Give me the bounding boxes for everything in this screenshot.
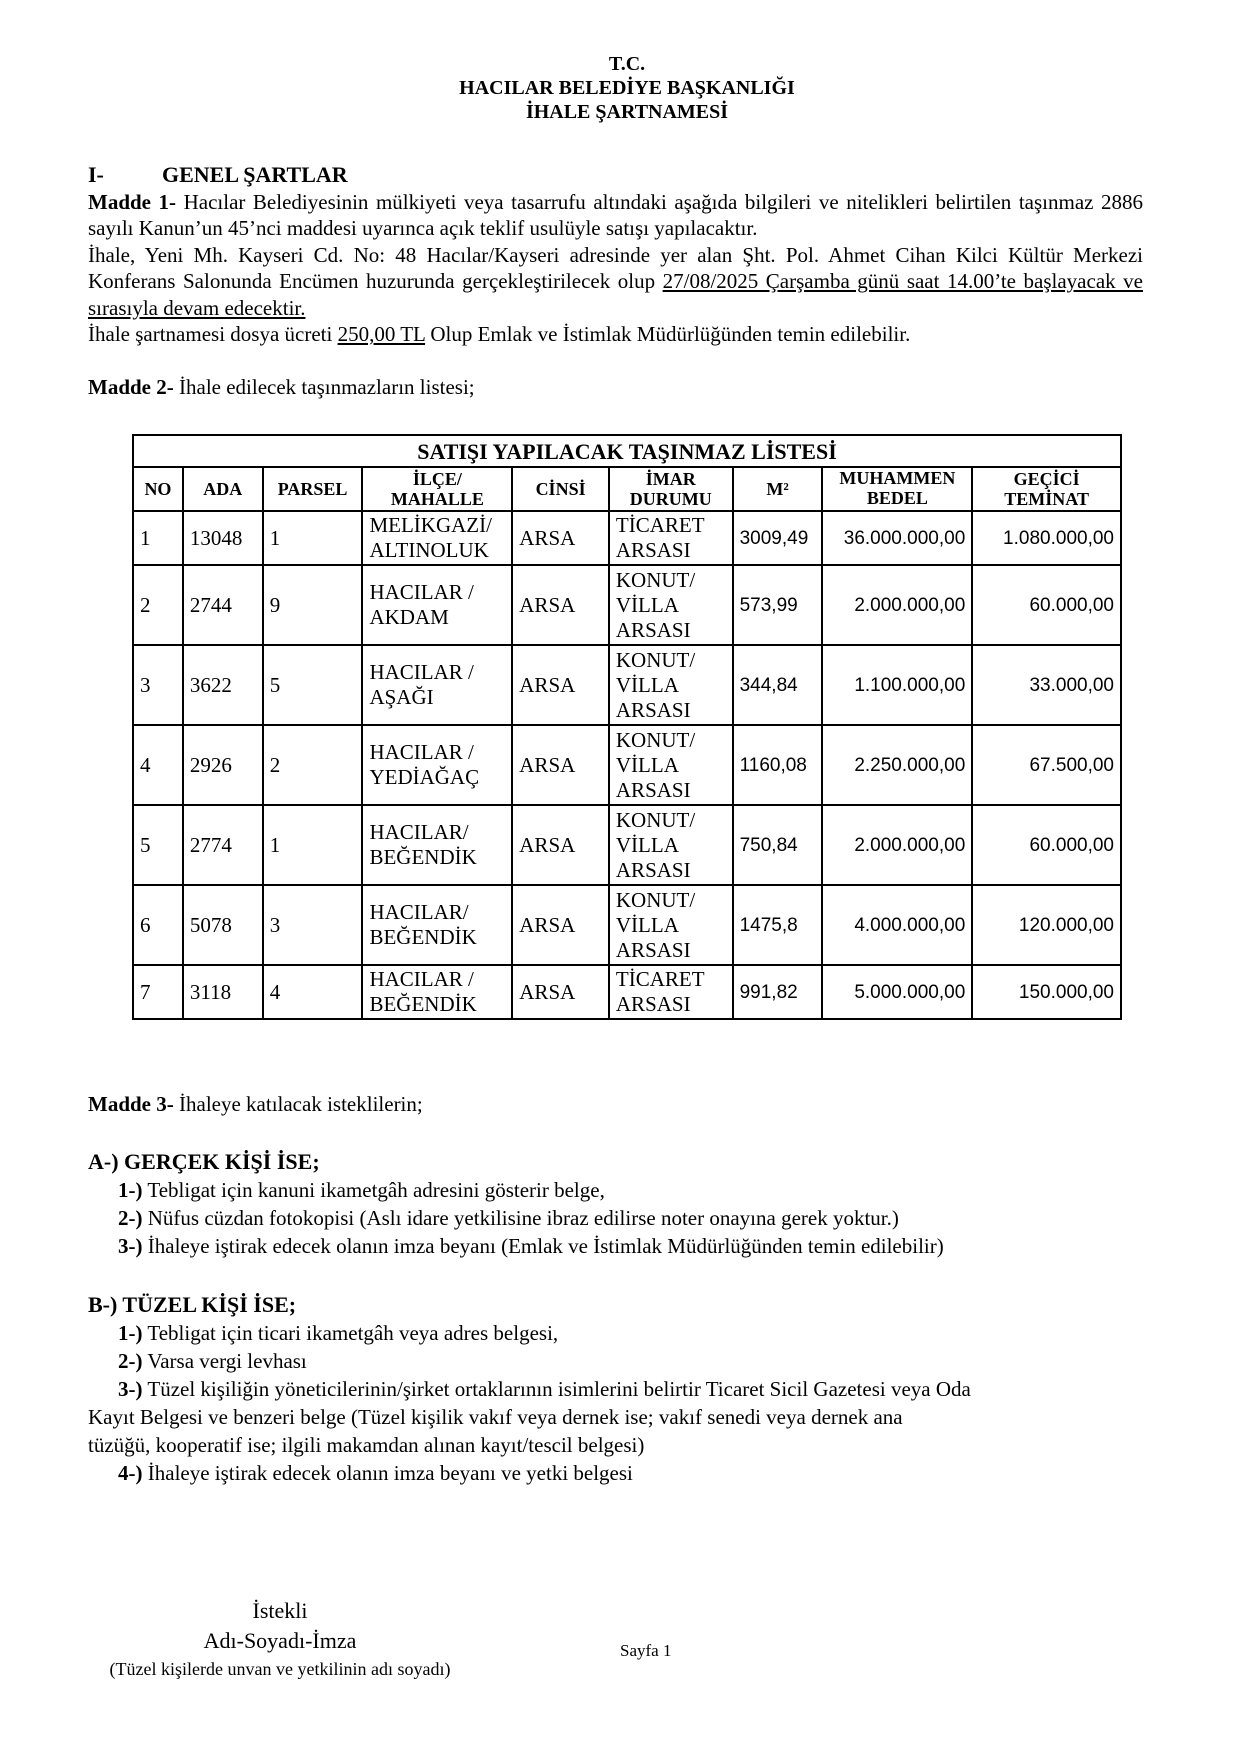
- requirement-item: 1-) Tebligat için ticari ikametgâh veya adres belgesi,: [118, 1321, 559, 1345]
- cell-bedel: 5.000.000,00: [822, 965, 972, 1019]
- madde-2-label: Madde 2-: [88, 374, 174, 399]
- cell-parsel: 9: [263, 565, 363, 645]
- cell-cinsi: ARSA: [512, 805, 609, 885]
- cell-no: 2: [133, 565, 183, 645]
- requirement-item: 3-) İhaleye iştirak edecek olanın imza beyanı (Emlak ve İstimlak Müdürlüğünden temin edilebilir): [118, 1234, 944, 1258]
- madde-1-label: Madde 1-: [88, 189, 177, 214]
- table-row: [133, 725, 1121, 805]
- cell-parsel: 5: [263, 645, 363, 725]
- cell-m2: 1475,8: [733, 885, 823, 965]
- col-no: NO: [133, 467, 183, 511]
- header-tc: T.C.: [608, 53, 646, 75]
- cell-ada: 13048: [183, 511, 263, 565]
- cell-m2: 991,82: [733, 965, 823, 1019]
- cell-bedel: 2.000.000,00: [822, 805, 972, 885]
- cell-bedel: 4.000.000,00: [822, 885, 972, 965]
- col-imar: İMAR DURUMU: [609, 467, 733, 511]
- cell-ilce: HACILAR / AKDAM: [362, 565, 512, 645]
- table-row: [133, 645, 1121, 725]
- col-ilce: İLÇE/ MAHALLE: [362, 467, 512, 511]
- cell-teminat: 120.000,00: [972, 885, 1121, 965]
- cell-ilce: HACILAR / AŞAĞI: [362, 645, 512, 725]
- cell-no: 7: [133, 965, 183, 1019]
- madde-3-text: İhaleye katılacak isteklilerin;: [173, 1092, 423, 1116]
- cell-parsel: 3: [263, 885, 363, 965]
- madde-1-text: Hacılar Belediyesinin mülkiyeti veya tasarrufu altındaki aşağıda bilgileri ve nitelikleri belirtilen taşınmaz 2886 sayılı Kanun’un 45’nci maddesi uyarınca açık teklif usulüyle satışı yapılacaktır.: [88, 189, 1144, 240]
- cell-ilce: HACILAR/ BEĞENDİK: [362, 805, 512, 885]
- signature-block: [80, 1596, 480, 1682]
- cell-teminat: 150.000,00: [972, 965, 1121, 1019]
- madde-1: [88, 189, 1143, 242]
- cell-imar: KONUT/ VİLLA ARSASI: [609, 805, 733, 885]
- col-m2: M²: [733, 467, 823, 511]
- cell-imar: KONUT/ VİLLA ARSASI: [609, 565, 733, 645]
- gercek-title: A-) GERÇEK KİŞİ İSE;: [88, 1149, 320, 1174]
- page-number: Sayfa 1: [620, 1641, 672, 1660]
- requirement-item: tüzüğü, kooperatif ise; ilgili makamdan alınan kayıt/tescil belgesi): [88, 1433, 645, 1457]
- col-cinsi: CİNSİ: [512, 467, 609, 511]
- requirement-item: 1-) Tebligat için kanuni ikametgâh adresini gösterir belge,: [118, 1178, 605, 1202]
- cell-ada: 2774: [183, 805, 263, 885]
- ucret-post: Olup Emlak ve İstimlak Müdürlüğünden temin edilebilir.: [425, 322, 911, 346]
- table-row: [133, 885, 1121, 965]
- madde-2: [88, 374, 1143, 401]
- section-heading: [88, 162, 1143, 189]
- general-terms: [88, 162, 1143, 400]
- cell-bedel: 1.100.000,00: [822, 645, 972, 725]
- madde-3-label: Madde 3-: [88, 1092, 174, 1116]
- table-title: SATIŞI YAPILACAK TAŞINMAZ LİSTESİ: [133, 435, 1121, 467]
- cell-cinsi: ARSA: [512, 885, 609, 965]
- madde-3: [88, 1090, 1168, 1118]
- col-ada: ADA: [183, 467, 263, 511]
- property-table: [132, 434, 1122, 1020]
- ihale-text: İhale, Yeni Mh. Kayseri Cd. No: 48 Hacılar/Kayseri adresinde yer alan Şht. Pol. Ahmet Cihan Kilci Kültür Merkezi Konferans Salonunda Encümen huzurunda gerçekleştirilecek olup: [88, 242, 1143, 293]
- ucret-pre: İhale şartnamesi dosya ücreti: [88, 322, 338, 346]
- cell-imar: KONUT/ VİLLA ARSASI: [609, 725, 733, 805]
- header-doc-title: İHALE ŞARTNAMESİ: [525, 101, 729, 123]
- cell-parsel: 1: [263, 511, 363, 565]
- signer-label: İstekli: [252, 1598, 308, 1623]
- table-row: [133, 805, 1121, 885]
- ucret-paragraph: [88, 321, 1143, 348]
- section-number: I-: [88, 162, 104, 187]
- ucret-value: 250,00 TL: [337, 322, 426, 346]
- requirement-item: 4-) İhaleye iştirak edecek olanın imza beyanı ve yetki belgesi: [118, 1461, 633, 1485]
- cell-cinsi: ARSA: [512, 511, 609, 565]
- tuzel-title: B-) TÜZEL KİŞİ İSE;: [88, 1292, 297, 1317]
- cell-teminat: 60.000,00: [972, 805, 1121, 885]
- cell-imar: TİCARET ARSASI: [609, 511, 733, 565]
- col-gecici: GEÇİCİ TEMİNAT: [972, 467, 1121, 511]
- cell-bedel: 2.000.000,00: [822, 565, 972, 645]
- cell-no: 4: [133, 725, 183, 805]
- cell-ilce: HACILAR / BEĞENDİK: [362, 965, 512, 1019]
- cell-no: 1: [133, 511, 183, 565]
- cell-no: 5: [133, 805, 183, 885]
- cell-cinsi: ARSA: [512, 565, 609, 645]
- cell-bedel: 2.250.000,00: [822, 725, 972, 805]
- cell-ada: 3118: [183, 965, 263, 1019]
- col-muhammen: MUHAMMEN BEDEL: [822, 467, 972, 511]
- cell-m2: 750,84: [733, 805, 823, 885]
- ihale-date: 27/08/2025 Çarşamba günü saat 14.00’te başlayacak ve sırasıyla devam edecektir.: [88, 269, 1143, 320]
- gercek-kisi-block: [88, 1148, 1168, 1260]
- cell-parsel: 1: [263, 805, 363, 885]
- cell-bedel: 36.000.000,00: [822, 511, 972, 565]
- cell-imar: TİCARET ARSASI: [609, 965, 733, 1019]
- cell-teminat: 67.500,00: [972, 725, 1121, 805]
- signer-note: (Tüzel kişilerde unvan ve yetkilinin adı soyadı): [109, 1659, 451, 1679]
- col-parsel: PARSEL: [263, 467, 363, 511]
- cell-no: 6: [133, 885, 183, 965]
- cell-m2: 344,84: [733, 645, 823, 725]
- cell-ilce: HACILAR / YEDİAĞAÇ: [362, 725, 512, 805]
- table-row: [133, 565, 1121, 645]
- cell-ilce: MELİKGAZİ/ ALTINOLUK: [362, 511, 512, 565]
- cell-teminat: 33.000,00: [972, 645, 1121, 725]
- cell-cinsi: ARSA: [512, 645, 609, 725]
- cell-imar: KONUT/ VİLLA ARSASI: [609, 885, 733, 965]
- requirement-item: 3-) Tüzel kişiliğin yöneticilerinin/şirket ortaklarının isimlerini belirtir Ticaret Sicil Gazetesi veya Oda: [118, 1377, 971, 1401]
- cell-parsel: 2: [263, 725, 363, 805]
- cell-imar: KONUT/ VİLLA ARSASI: [609, 645, 733, 725]
- cell-teminat: 1.080.000,00: [972, 511, 1121, 565]
- tuzel-kisi-block: [88, 1291, 1168, 1487]
- section-title: GENEL ŞARTLAR: [162, 162, 348, 187]
- cell-ada: 3622: [183, 645, 263, 725]
- table-row: [133, 511, 1121, 565]
- document-header: [0, 52, 1240, 124]
- cell-m2: 3009,49: [733, 511, 823, 565]
- cell-parsel: 4: [263, 965, 363, 1019]
- requirement-item: 2-) Nüfus cüzdan fotokopisi (Aslı idare yetkilisine ibraz edilirse noter onayına gerek yoktur.): [118, 1206, 899, 1230]
- header-municipality: HACILAR BELEDİYE BAŞKANLIĞI: [459, 77, 795, 99]
- cell-cinsi: ARSA: [512, 965, 609, 1019]
- cell-teminat: 60.000,00: [972, 565, 1121, 645]
- ihale-paragraph: [88, 242, 1143, 322]
- cell-ada: 2744: [183, 565, 263, 645]
- cell-m2: 1160,08: [733, 725, 823, 805]
- cell-m2: 573,99: [733, 565, 823, 645]
- cell-ada: 5078: [183, 885, 263, 965]
- cell-cinsi: ARSA: [512, 725, 609, 805]
- madde-2-text: İhale edilecek taşınmazların listesi;: [173, 374, 475, 399]
- signer-name-line: Adı-Soyadı-İmza: [203, 1628, 357, 1653]
- requirement-item: Kayıt Belgesi ve benzeri belge (Tüzel kişilik vakıf veya dernek ise; vakıf senedi veya dernek ana: [88, 1405, 903, 1429]
- cell-no: 3: [133, 645, 183, 725]
- requirement-item: 2-) Varsa vergi levhası: [118, 1349, 307, 1373]
- cell-ada: 2926: [183, 725, 263, 805]
- cell-ilce: HACILAR/ BEĞENDİK: [362, 885, 512, 965]
- table-row: [133, 965, 1121, 1019]
